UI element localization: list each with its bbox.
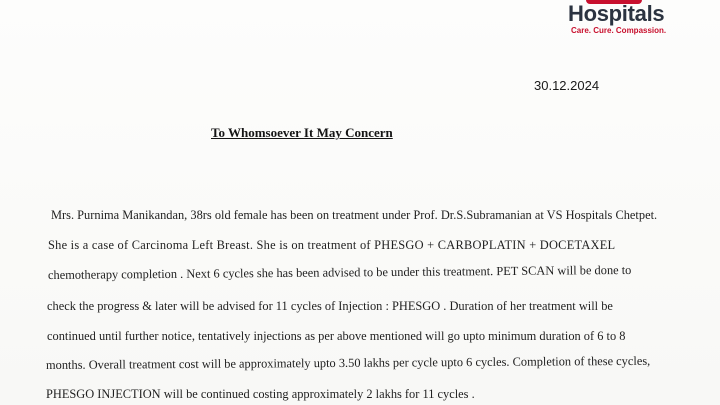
body-line-7: PHESGO INJECTION will be continued costing approximately 2 lakhs for 11 cycles . — [46, 387, 475, 401]
hospital-tagline: Care. Cure. Compassion. — [571, 26, 667, 35]
body-line-2: She is a case of Carcinoma Left Breast. She is on treatment of PHESGO + CARBOPLATIN + DOCETAXEL — [48, 238, 616, 252]
letter-date: 30.12.2024 — [534, 78, 600, 93]
body-line-5: continued until further notice, tentatively injections as per above mentioned will go upto minimum duration of 6 to 8 — [47, 329, 626, 343]
body-line-4: check the progress & later will be advised for 11 cycles of Injection : PHESGO . Duration of her treatment will be — [47, 299, 613, 313]
body-line-1: Mrs. Purnima Manikandan, 38rs old female has been on treatment under Prof. Dr.S.Subramanian at VS Hospitals Chetpet. — [51, 208, 658, 222]
letter-heading: To Whomsoever It May Concern — [211, 125, 393, 140]
body-line-6: months. Overall treatment cost will be approximately upto 3.50 lakhs per cycle upto 6 cycles. Completion of these cycles, — [45, 353, 651, 372]
hospital-name: Hospitals — [568, 1, 665, 26]
body-line-3: chemotherapy completion . Next 6 cycles she has been advised to be under this treatment. PET SCAN will be done to — [47, 262, 632, 282]
